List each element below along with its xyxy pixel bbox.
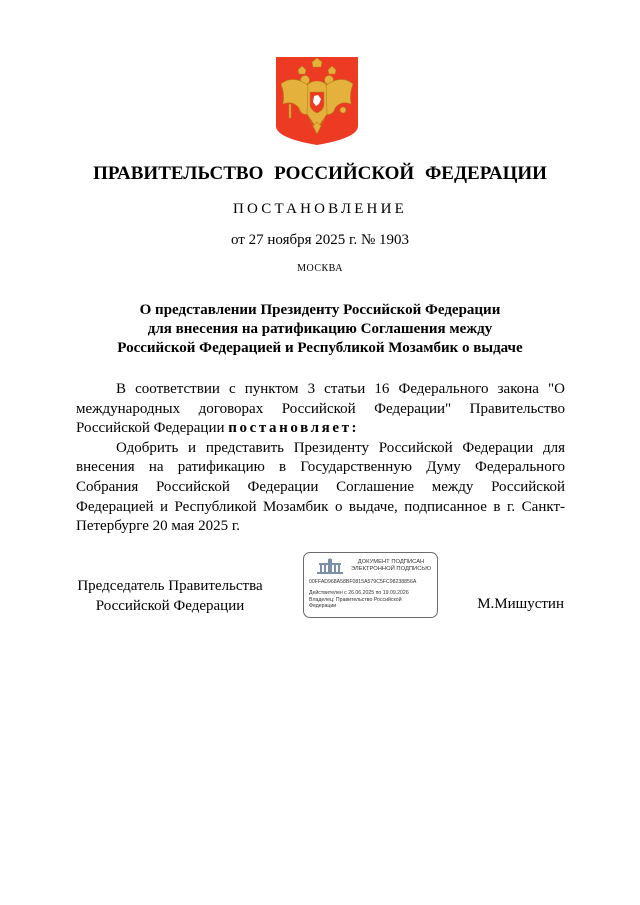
- document-body: [76, 380, 565, 537]
- decree-word: постановляет:: [228, 420, 360, 437]
- signer-position-line: Председатель Правительства: [77, 578, 263, 594]
- stamp-heading-line: ЭЛЕКТРОННОЙ ПОДПИСЬЮ: [350, 566, 432, 572]
- stamp-heading: [348, 559, 434, 573]
- building-icon: [316, 558, 344, 574]
- coat-of-arms-icon: [275, 56, 359, 146]
- subject-line: для внесения на ратификацию Соглашения между: [147, 321, 493, 337]
- document-type: ПОСТАНОВЛЕНИЕ: [233, 201, 407, 217]
- preamble-paragraph: [76, 380, 565, 439]
- stamp-heading-line: ДОКУМЕНТ ПОДПИСАН: [357, 559, 425, 565]
- signer-position-line: Российской Федерации: [95, 597, 245, 614]
- electronic-signature-stamp: [303, 552, 438, 618]
- subject-line: О представлении Президенту Российской Федерации: [139, 302, 501, 318]
- signer-position: [70, 577, 270, 616]
- subject-line: Российской Федерацией и Республикой Мозамбик о выдаче: [117, 340, 523, 356]
- signer-name: М.Мишустин: [477, 596, 564, 612]
- document-date-number: от 27 ноября 2025 г. № 1903: [230, 232, 410, 248]
- stamp-owner: Владелец: Правительство Российской: [309, 597, 402, 603]
- stamp-validity: Действителен с 26.06.2025 по 19.09.2026: [309, 590, 409, 596]
- resolution-paragraph: Одобрить и представить Президенту Российской Федерации для внесения на ратификацию в Государственную Думу Федерального Собрания Российской Федерации Соглашение между Российской Федерацией и Республикой Мозамбик о выдаче, подписанное в г. Санкт-Петербурге 20 мая 2025 г.: [76, 439, 565, 535]
- government-title: ПРАВИТЕЛЬСТВО РОССИЙСКОЙ ФЕДЕРАЦИИ: [93, 163, 547, 184]
- preamble-text: В соответствии с пунктом 3 статьи 16 Федерального закона "О международных договорах Российской Федерации" Правительство Российской Федерации: [76, 381, 565, 437]
- document-city: МОСКВА: [297, 263, 343, 274]
- stamp-owner: Федерации: [309, 603, 337, 609]
- document-subject: [100, 301, 540, 358]
- stamp-certificate: 00FFAD968A58BF0815A579C5FC98238856A: [309, 579, 417, 585]
